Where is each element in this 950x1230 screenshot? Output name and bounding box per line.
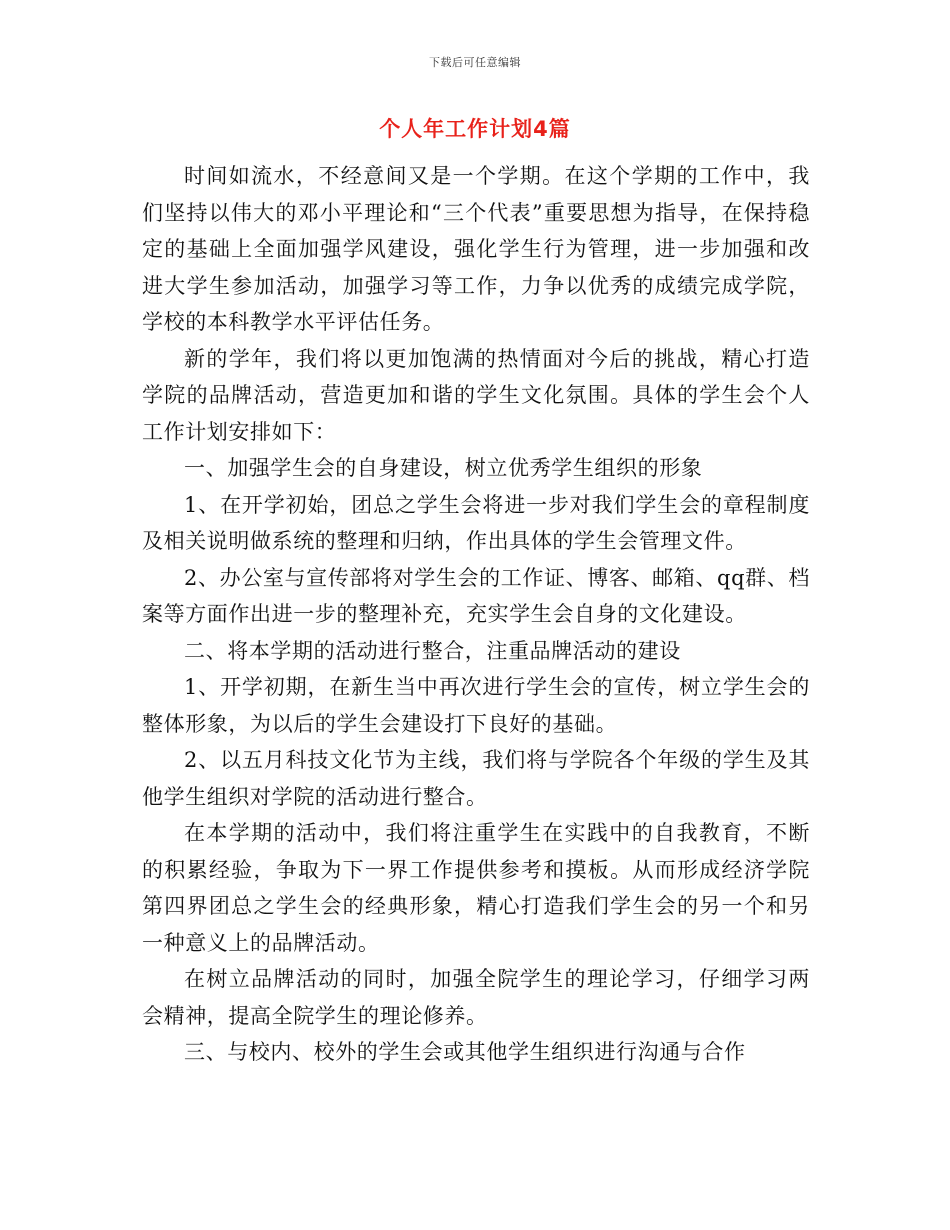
section-heading-1: 一、加强学生会的自身建设，树立优秀学生组织的形象: [184, 456, 703, 480]
document-title: 个人年工作计划4篇: [379, 117, 571, 141]
paragraph-new-year: 新的学年，我们将以更加饱满的热情面对今后的挑战，精心打造学院的品牌活动，营造更加和谐的学生文化氛围。具体的学生会个人工作计划安排如下：: [142, 346, 810, 444]
paragraph-item-2-2: 2、以五月科技文化节为主线，我们将与学院各个年级的学生及其他学生组织对学院的活动进行整合。: [142, 748, 810, 809]
paragraph-item-1-1: 1、在开学初始，团总之学生会将进一步对我们学生会的章程制度及相关说明做系统的整理和归纳，作出具体的学生会管理文件。: [142, 492, 810, 553]
paragraph-intro: 时间如流水，不经意间又是一个学期。在这个学期的工作中，我们坚持以伟大的邓小平理论和“三个代表”重要思想为指导，在保持稳定的基础上全面加强学风建设，强化学生行为管理，进一步加强和改进大学生参加活动，加强学习等工作，力争以优秀的成绩完成学院，学校的本科教学水平评估任务。: [142, 164, 810, 334]
section-heading-3: 三、与校内、校外的学生会或其他学生组织进行沟通与合作: [184, 1040, 746, 1064]
paragraph-item-1-2: 2、办公室与宣传部将对学生会的工作证、博客、邮箱、qq群、档案等方面作出进一步的整理补充，充实学生会自身的文化建设。: [142, 565, 810, 626]
paragraph-activities: 在本学期的活动中，我们将注重学生在实践中的自我教育，不断的积累经验，争取为下一界工作提供参考和摸板。从而形成经济学院第四界团总之学生会的经典形象，精心打造我们学生会的另一个和另一种意义上的品牌活动。: [142, 821, 810, 955]
section-heading-2: 二、将本学期的活动进行整合，注重品牌活动的建设: [184, 638, 681, 663]
paragraph-item-2-1: 1、开学初期，在新生当中再次进行学生会的宣传，树立学生会的整体形象，为以后的学生会建设打下良好的基础。: [142, 675, 810, 736]
header-note: 下载后可任意编辑: [429, 56, 521, 69]
paragraph-theory: 在树立品牌活动的同时，加强全院学生的理论学习，仔细学习两会精神，提高全院学生的理论修养。: [142, 967, 810, 1028]
document-body: [142, 158, 810, 1071]
